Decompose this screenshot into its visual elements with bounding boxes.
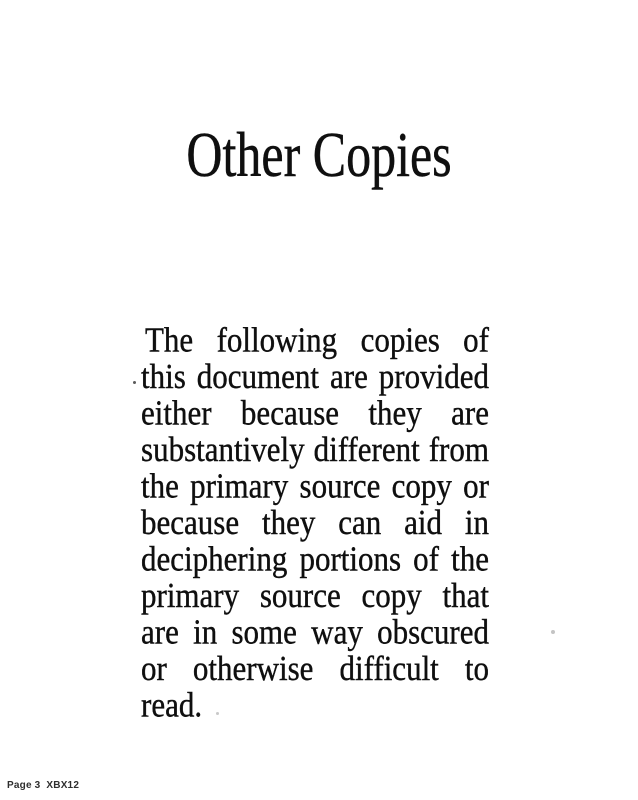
paragraph-line: this document are provided [141, 356, 489, 397]
scan-speck [133, 381, 136, 384]
paragraph-line: either because they are [141, 392, 489, 433]
paragraph-line: because they can aid in [141, 502, 489, 543]
scan-speck [551, 630, 555, 634]
page-footer-label: Page 3 XBX12 [7, 780, 80, 791]
page-title: Other Copies [186, 118, 452, 191]
scan-speck [216, 712, 219, 715]
paragraph-line: primary source copy that [141, 575, 489, 615]
paragraph-line: The following copies of [145, 319, 489, 360]
paragraph-line: deciphering portions of the [141, 538, 489, 579]
paragraph-line: or otherwise difficult to [141, 648, 489, 688]
body-paragraph [141, 319, 489, 725]
paragraph-line: the primary source copy or [141, 465, 489, 506]
paragraph-line: read. [141, 684, 203, 725]
paragraph-line: are in some way obscured [141, 611, 489, 652]
paragraph-line: substantively different from [141, 429, 489, 470]
